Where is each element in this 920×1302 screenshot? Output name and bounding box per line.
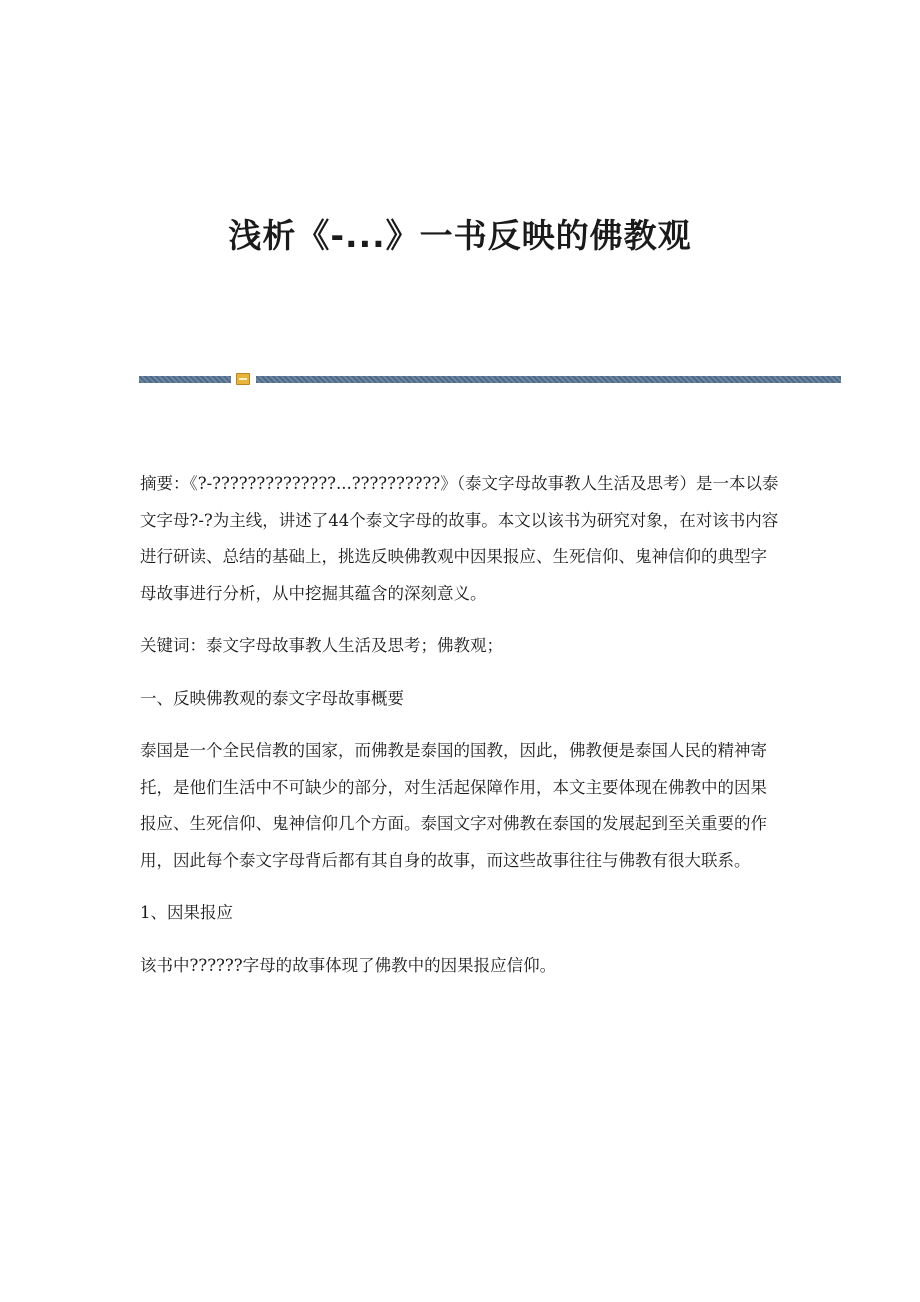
title-divider	[139, 373, 841, 385]
abstract-paragraph: 摘要：《?-??????????????...??????????》（泰文字母故事教人生活及思考）是一本以泰文字母?-?为主线，讲述了44个泰文字母的故事。本文以该书为研究对象，在对该书内容进行研读、总结的基础上，挑选反映佛教观中因果报应、生死信仰、鬼神信仰的典型字母故事进行分析，从中挖掘其蕴含的深刻意义。	[140, 474, 779, 603]
keywords-paragraph: 关键词：泰文字母故事教人生活及思考；佛教观；	[140, 636, 503, 655]
document-title: 浅析《-...》一书反映的佛教观	[228, 216, 692, 255]
subsection-heading: 1、因果报应	[140, 903, 233, 922]
section-paragraph: 泰国是一个全民信教的国家，而佛教是泰国的国教，因此，佛教便是泰国人民的精神寄托，是他们生活中不可缺少的部分，对生活起保障作用，本文主要体现在佛教中的因果报应、生死信仰、鬼神信仰几个方面。泰国文字对佛教在泰国的发展起到至关重要的作用，因此每个泰文字母背后都有其自身的故事，而这些故事往往与佛教有很大联系。	[140, 741, 767, 870]
document-body	[140, 466, 780, 1000]
divider-bar-left	[139, 376, 231, 383]
section-heading: 一、反映佛教观的泰文字母故事概要	[140, 688, 404, 708]
divider-bar-right	[256, 376, 841, 383]
envelope-icon	[236, 373, 250, 385]
subsection-paragraph: 该书中??????字母的故事体现了佛教中的因果报应信仰。	[140, 955, 557, 975]
